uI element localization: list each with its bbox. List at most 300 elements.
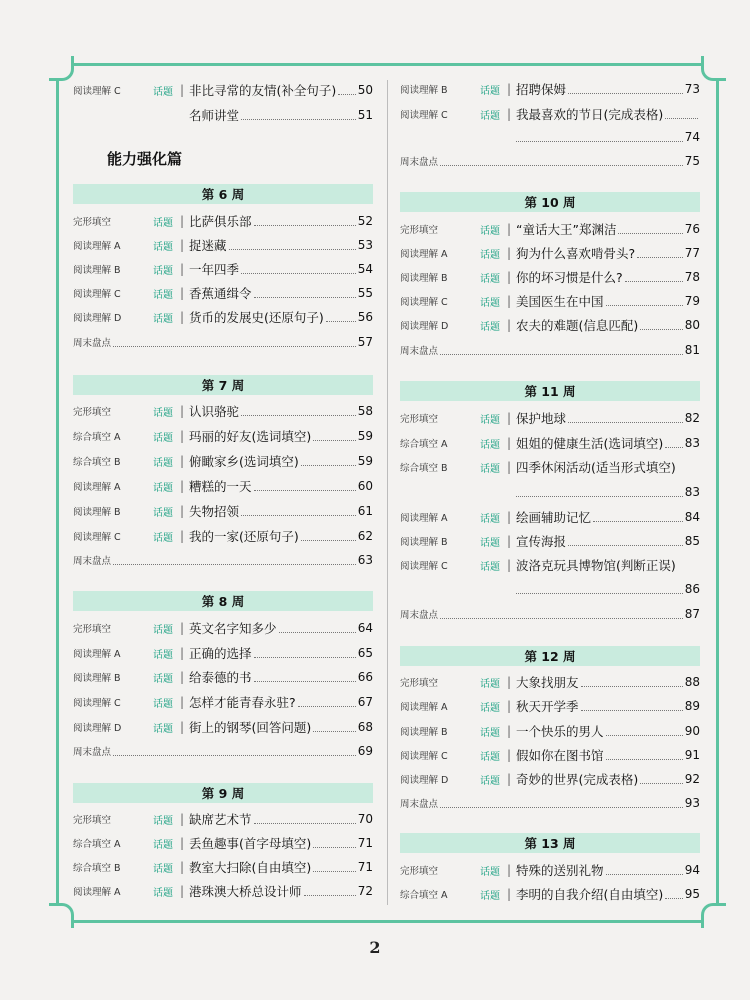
week-header: 第 9 周	[73, 783, 373, 803]
entry-page: 62	[357, 529, 373, 543]
week-header: 第 13 周	[400, 833, 700, 853]
entry-title: 我的一家(还原句子)	[189, 529, 299, 544]
entry-separator: |	[180, 214, 185, 228]
entry-separator: |	[180, 454, 185, 468]
entry-category: 阅读理解 C	[73, 289, 121, 300]
entry-category: 阅读理解 D	[73, 723, 122, 734]
dot-leader	[637, 257, 683, 258]
entry-topic-tag: 话题	[153, 863, 173, 875]
dot-leader	[625, 281, 683, 282]
toc-entry[interactable]	[400, 859, 700, 881]
toc-entry[interactable]	[400, 314, 700, 336]
dot-leader	[113, 346, 356, 347]
dot-leader	[606, 305, 683, 306]
entry-title: 失物招领	[189, 504, 240, 519]
entry-separator: |	[507, 699, 512, 713]
dot-leader	[313, 731, 355, 732]
entry-topic-tag: 话题	[153, 217, 173, 229]
entry-title: 名师讲堂	[189, 108, 240, 123]
weekend-review-entry[interactable]	[73, 331, 373, 353]
section-title: 能力强化篇	[107, 150, 183, 168]
entry-topic-tag: 话题	[153, 673, 173, 685]
entry-category: 阅读理解 A	[400, 702, 448, 713]
toc-entry-continuation[interactable]	[400, 126, 700, 148]
entry-title: 丢鱼趣事(首字母填空)	[189, 836, 312, 851]
dot-leader	[113, 755, 356, 756]
entry-page: 58	[357, 404, 373, 418]
entry-category: 阅读理解 C	[73, 532, 121, 543]
entry-topic-tag: 话题	[480, 751, 500, 763]
entry-separator: |	[507, 318, 512, 332]
entry-separator: |	[507, 748, 512, 762]
toc-entry[interactable]	[73, 500, 373, 522]
dot-leader	[313, 847, 355, 848]
entry-title: 农夫的难题(信息匹配)	[516, 318, 639, 333]
entry-category: 阅读理解 B	[400, 85, 448, 96]
entry-title: 李明的自我介绍(自由填空)	[516, 887, 664, 902]
entry-topic-tag: 话题	[480, 775, 500, 787]
dot-leader	[440, 807, 683, 808]
weekend-review-entry[interactable]	[400, 603, 700, 625]
entry-separator: |	[180, 286, 185, 300]
entry-page: 63	[357, 553, 373, 567]
entry-title: 美国医生在中国	[516, 294, 604, 309]
entry-category: 综合填空 B	[73, 863, 121, 874]
entry-category: 阅读理解 C	[400, 561, 448, 572]
entry-separator: |	[180, 621, 185, 635]
entry-separator: |	[180, 479, 185, 493]
entry-page: 94	[684, 863, 700, 877]
entry-topic-tag: 话题	[480, 297, 500, 309]
entry-category: 阅读理解 B	[73, 673, 121, 684]
toc-entry[interactable]	[400, 671, 700, 693]
entry-page: 71	[357, 836, 373, 850]
entry-page: 72	[357, 884, 373, 898]
entry-separator: |	[507, 436, 512, 450]
toc-entry[interactable]	[400, 768, 700, 790]
entry-title: 俯瞰家乡(选词填空)	[189, 454, 299, 469]
entry-separator: |	[180, 646, 185, 660]
toc-entry[interactable]	[73, 210, 373, 232]
entry-separator: |	[180, 429, 185, 443]
entry-separator: |	[180, 670, 185, 684]
frame-corner-decoration	[49, 903, 74, 928]
entry-topic-tag: 话题	[480, 85, 500, 97]
dot-leader	[298, 706, 356, 707]
entry-topic-tag: 话题	[480, 866, 500, 878]
dot-leader	[313, 871, 355, 872]
toc-entry[interactable]	[73, 525, 373, 547]
dot-leader	[440, 165, 683, 166]
entry-separator: |	[180, 860, 185, 874]
entry-separator: |	[507, 222, 512, 236]
entry-category: 阅读理解 B	[73, 507, 121, 518]
entry-topic-tag: 话题	[480, 439, 500, 451]
dot-leader	[254, 297, 356, 298]
entry-page: 85	[684, 534, 700, 548]
entry-title: 假如你在图书馆	[516, 748, 604, 763]
toc-entry[interactable]	[400, 407, 700, 429]
toc-entry[interactable]	[400, 266, 700, 288]
week-header: 第 12 周	[400, 646, 700, 666]
dot-leader	[301, 465, 356, 466]
dot-leader	[606, 735, 683, 736]
toc-entry[interactable]	[73, 79, 373, 101]
dot-leader	[254, 823, 356, 824]
entry-page: 68	[357, 720, 373, 734]
entry-page: 66	[357, 670, 373, 684]
entry-topic-tag: 话题	[153, 313, 173, 325]
dot-leader	[254, 490, 356, 491]
entry-page: 59	[357, 454, 373, 468]
entry-category: 周末盘点	[400, 799, 439, 810]
dot-leader	[568, 93, 683, 94]
toc-entry[interactable]	[73, 691, 373, 713]
weekend-review-entry[interactable]	[400, 150, 700, 172]
entry-category: 完形填空	[400, 678, 439, 689]
entry-separator: |	[507, 460, 512, 474]
toc-entry[interactable]	[73, 617, 373, 639]
toc-entry[interactable]	[73, 450, 373, 472]
dot-leader	[254, 681, 356, 682]
toc-entry[interactable]	[400, 530, 700, 552]
dot-leader	[581, 686, 683, 687]
entry-page: 84	[684, 510, 700, 524]
entry-separator: |	[507, 246, 512, 260]
toc-entry[interactable]	[73, 880, 373, 902]
dot-leader	[241, 273, 356, 274]
entry-title: 街上的钢琴(回答问题)	[189, 720, 312, 735]
entry-title: 怎样才能青春永驻?	[189, 695, 296, 710]
dot-leader	[279, 632, 356, 633]
dot-leader	[229, 249, 356, 250]
toc-entry[interactable]	[400, 695, 700, 717]
entry-category: 完形填空	[400, 866, 439, 877]
entry-category: 阅读理解 D	[73, 313, 122, 324]
entry-title: 缺席艺术节	[189, 812, 252, 827]
entry-topic-tag: 话题	[480, 249, 500, 261]
dot-leader	[568, 422, 683, 423]
entry-category: 完形填空	[73, 624, 112, 635]
weekend-review-entry[interactable]	[400, 339, 700, 361]
entry-category: 阅读理解 D	[400, 321, 449, 332]
entry-title: 四季休闲活动(适当形式填空)	[516, 460, 676, 475]
toc-entry[interactable]	[73, 856, 373, 878]
entry-separator: |	[180, 720, 185, 734]
week-header: 第 10 周	[400, 192, 700, 212]
entry-page: 76	[684, 222, 700, 236]
entry-category: 阅读理解 D	[400, 775, 449, 786]
entry-category: 阅读理解 A	[73, 241, 121, 252]
week-header: 第 11 周	[400, 381, 700, 401]
entry-separator: |	[180, 836, 185, 850]
entry-page: 82	[684, 411, 700, 425]
toc-entry[interactable]	[73, 306, 373, 328]
toc-entry[interactable]	[400, 290, 700, 312]
entry-separator: |	[180, 884, 185, 898]
entry-separator: |	[507, 863, 512, 877]
toc-entry[interactable]	[73, 666, 373, 688]
entry-category: 阅读理解 B	[73, 265, 121, 276]
entry-separator: |	[180, 238, 185, 252]
entry-category: 阅读理解 A	[73, 649, 121, 660]
entry-topic-tag: 话题	[480, 273, 500, 285]
entry-separator: |	[180, 83, 185, 97]
entry-separator: |	[507, 558, 512, 572]
entry-page: 74	[684, 130, 700, 144]
dot-leader	[254, 657, 356, 658]
entry-category: 完形填空	[73, 407, 112, 418]
entry-separator: |	[180, 529, 185, 543]
entry-category: 综合填空 B	[73, 457, 121, 468]
entry-page: 57	[357, 335, 373, 349]
entry-page: 64	[357, 621, 373, 635]
toc-entry[interactable]	[400, 242, 700, 264]
entry-topic-tag: 话题	[480, 702, 500, 714]
entry-title: 港珠澳大桥总设计师	[189, 884, 302, 899]
toc-entry[interactable]	[73, 808, 373, 830]
entry-separator: |	[507, 107, 512, 121]
toc-entry[interactable]	[73, 832, 373, 854]
entry-page: 51	[357, 108, 373, 122]
entry-title: “童话大王”郑渊洁	[516, 222, 617, 237]
entry-page: 89	[684, 699, 700, 713]
entry-category: 综合填空 B	[400, 463, 448, 474]
toc-entry[interactable]	[400, 103, 700, 125]
entry-separator: |	[180, 812, 185, 826]
entry-page: 93	[684, 796, 700, 810]
entry-title: 一年四季	[189, 262, 240, 277]
weekend-review-entry[interactable]	[73, 549, 373, 571]
frame-corner-decoration	[701, 903, 726, 928]
entry-separator: |	[507, 270, 512, 284]
entry-title: 正确的选择	[189, 646, 252, 661]
entry-topic-tag: 话题	[153, 507, 173, 519]
entry-category: 综合填空 A	[73, 839, 121, 850]
entry-category: 阅读理解 C	[73, 86, 121, 97]
toc-entry[interactable]	[400, 456, 700, 478]
entry-page: 80	[684, 318, 700, 332]
entry-page: 71	[357, 860, 373, 874]
entry-separator: |	[507, 411, 512, 425]
entry-topic-tag: 话题	[480, 561, 500, 573]
dot-leader	[241, 515, 356, 516]
dot-leader	[241, 119, 356, 120]
toc-entry[interactable]	[73, 475, 373, 497]
dot-leader	[581, 710, 683, 711]
entry-topic-tag: 话题	[153, 407, 173, 419]
entry-page: 73	[684, 82, 700, 96]
entry-page: 69	[357, 744, 373, 758]
entry-category: 阅读理解 C	[400, 110, 448, 121]
entry-page: 53	[357, 238, 373, 252]
entry-page: 87	[684, 607, 700, 621]
toc-entry[interactable]	[400, 720, 700, 742]
toc-entry[interactable]	[73, 642, 373, 664]
entry-category: 完形填空	[400, 414, 439, 425]
entry-title: 英文名字知多少	[189, 621, 277, 636]
toc-entry-continuation[interactable]	[400, 578, 700, 600]
entry-title: 非比寻常的友情(补全句子)	[189, 83, 337, 98]
dot-leader	[665, 447, 682, 448]
dot-leader	[618, 233, 682, 234]
entry-page: 55	[357, 286, 373, 300]
entry-page: 70	[357, 812, 373, 826]
entry-topic-tag: 话题	[153, 482, 173, 494]
entry-category: 阅读理解 A	[400, 513, 448, 524]
entry-category: 完形填空	[73, 815, 112, 826]
entry-page: 79	[684, 294, 700, 308]
entry-category: 完形填空	[73, 217, 112, 228]
entry-title: 一个快乐的男人	[516, 724, 604, 739]
dot-leader	[516, 141, 683, 142]
entry-title: 姐姐的健康生活(选词填空)	[516, 436, 664, 451]
entry-page: 83	[684, 485, 700, 499]
entry-title: 宣传海报	[516, 534, 567, 549]
entry-title: 我最喜欢的节日(完成表格)	[516, 107, 664, 122]
entry-category: 周末盘点	[73, 338, 112, 349]
entry-separator: |	[507, 294, 512, 308]
entry-topic-tag: 话题	[153, 723, 173, 735]
entry-separator: |	[507, 772, 512, 786]
dot-leader	[326, 321, 356, 322]
toc-entry[interactable]	[400, 78, 700, 100]
entry-topic-tag: 话题	[480, 463, 500, 475]
toc-entry[interactable]	[73, 425, 373, 447]
entry-topic-tag: 话题	[480, 727, 500, 739]
entry-topic-tag: 话题	[480, 225, 500, 237]
entry-topic-tag: 话题	[153, 241, 173, 253]
entry-page: 59	[357, 429, 373, 443]
toc-entry[interactable]	[400, 506, 700, 528]
weekend-review-entry[interactable]	[400, 792, 700, 814]
toc-entry[interactable]	[73, 716, 373, 738]
toc-entry[interactable]	[73, 104, 373, 126]
entry-category: 周末盘点	[73, 747, 112, 758]
dot-leader	[665, 118, 698, 119]
toc-entry-continuation[interactable]	[400, 481, 700, 503]
entry-topic-tag: 话题	[480, 890, 500, 902]
dot-leader	[568, 545, 683, 546]
dot-leader	[254, 225, 356, 226]
entry-title: 捉迷藏	[189, 238, 227, 253]
entry-page: 61	[357, 504, 373, 518]
entry-title: 比萨俱乐部	[189, 214, 252, 229]
entry-title: 玛丽的好友(选词填空)	[189, 429, 312, 444]
frame-corner-decoration	[49, 56, 74, 81]
entry-title: 给泰德的书	[189, 670, 252, 685]
week-header: 第 6 周	[73, 184, 373, 204]
entry-separator: |	[507, 510, 512, 524]
entry-separator: |	[180, 695, 185, 709]
entry-topic-tag: 话题	[480, 110, 500, 122]
entry-category: 周末盘点	[400, 346, 439, 357]
entry-topic-tag: 话题	[480, 513, 500, 525]
entry-topic-tag: 话题	[153, 86, 173, 98]
toc-entry[interactable]	[73, 400, 373, 422]
dot-leader	[606, 759, 683, 760]
entry-title: 波洛克玩具博物馆(判断正误)	[516, 558, 676, 573]
entry-page: 75	[684, 154, 700, 168]
entry-category: 综合填空 A	[73, 432, 121, 443]
entry-category: 综合填空 A	[400, 890, 448, 901]
entry-category: 周末盘点	[400, 157, 439, 168]
toc-entry[interactable]	[73, 234, 373, 256]
entry-topic-tag: 话题	[153, 624, 173, 636]
entry-title: 特殊的送别礼物	[516, 863, 604, 878]
entry-topic-tag: 话题	[480, 321, 500, 333]
entry-topic-tag: 话题	[153, 265, 173, 277]
entry-category: 阅读理解 B	[400, 727, 448, 738]
entry-title: 货币的发展史(还原句子)	[189, 310, 324, 325]
entry-title: 你的坏习惯是什么?	[516, 270, 623, 285]
dot-leader	[516, 593, 683, 594]
entry-topic-tag: 话题	[480, 678, 500, 690]
toc-entry[interactable]	[400, 432, 700, 454]
week-header: 第 7 周	[73, 375, 373, 395]
toc-entry[interactable]	[400, 883, 700, 905]
entry-page: 92	[684, 772, 700, 786]
toc-entry[interactable]	[400, 554, 700, 576]
entry-topic-tag: 话题	[153, 649, 173, 661]
entry-topic-tag: 话题	[480, 414, 500, 426]
entry-page: 78	[684, 270, 700, 284]
entry-category: 综合填空 A	[400, 439, 448, 450]
entry-category: 阅读理解 B	[400, 537, 448, 548]
toc-entry[interactable]	[73, 258, 373, 280]
weekend-review-entry[interactable]	[73, 740, 373, 762]
entry-page: 95	[684, 887, 700, 901]
entry-title: 香蕉通缉令	[189, 286, 252, 301]
entry-page: 67	[357, 695, 373, 709]
dot-leader	[593, 521, 683, 522]
toc-entry[interactable]	[73, 282, 373, 304]
entry-page: 88	[684, 675, 700, 689]
entry-category: 阅读理解 B	[400, 273, 448, 284]
entry-page: 60	[357, 479, 373, 493]
entry-separator: |	[180, 310, 185, 324]
entry-category: 阅读理解 A	[73, 887, 121, 898]
entry-title: 绘画辅助记忆	[516, 510, 592, 525]
dot-leader	[113, 564, 356, 565]
entry-page: 56	[357, 310, 373, 324]
entry-page: 81	[684, 343, 700, 357]
entry-title: 狗为什么喜欢啃骨头?	[516, 246, 636, 261]
dot-leader	[640, 783, 682, 784]
entry-topic-tag: 话题	[153, 815, 173, 827]
week-header: 第 8 周	[73, 591, 373, 611]
entry-page: 50	[357, 83, 373, 97]
entry-category: 阅读理解 A	[400, 249, 448, 260]
toc-entry[interactable]	[400, 744, 700, 766]
entry-category: 周末盘点	[73, 556, 112, 567]
dot-leader	[640, 329, 682, 330]
entry-title: 保护地球	[516, 411, 567, 426]
entry-separator: |	[180, 504, 185, 518]
entry-separator: |	[180, 262, 185, 276]
entry-topic-tag: 话题	[153, 887, 173, 899]
entry-page: 77	[684, 246, 700, 260]
entry-title: 奇妙的世界(完成表格)	[516, 772, 639, 787]
entry-topic-tag: 话题	[153, 289, 173, 301]
entry-page: 91	[684, 748, 700, 762]
dot-leader	[313, 440, 355, 441]
entry-category: 阅读理解 C	[400, 297, 448, 308]
entry-separator: |	[180, 404, 185, 418]
frame-corner-decoration	[701, 56, 726, 81]
toc-entry[interactable]	[400, 218, 700, 240]
entry-topic-tag: 话题	[153, 839, 173, 851]
